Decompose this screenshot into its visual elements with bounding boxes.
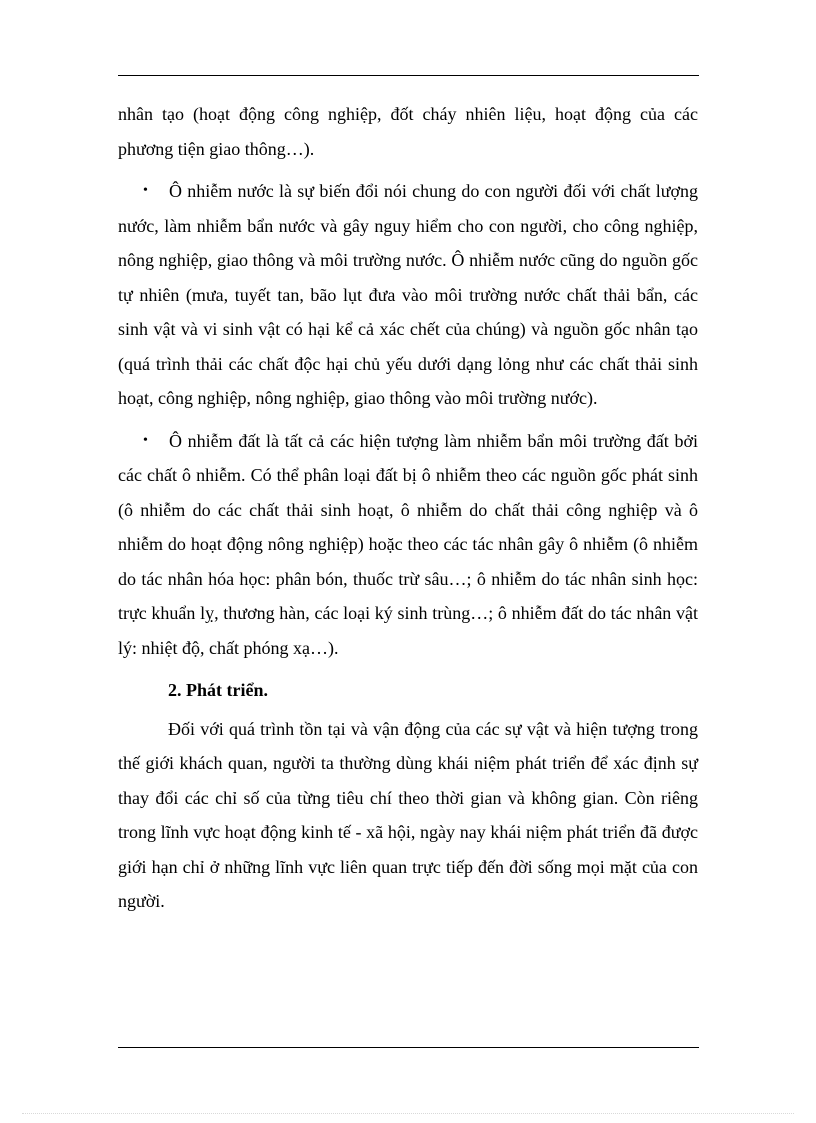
bullet-text: Ô nhiễm nước là sự biến đổi nói chung do con người đối với chất lượng nước, làm nhiễm bẩn nước và gây nguy hiểm cho con người, cho công nghiệp, nông nghiệp, giao thông và môi trường nước. Ô nhiễm nước cũng do nguồn gốc tự nhiên (mưa, tuyết tan, bão lụt đưa vào môi trường nước chất thải bẩn, các sinh vật và vi sinh vật có hại kể cả xác chết của chúng) và nguồn gốc nhân tạo (quá trình thải các chất độc hại chủ yếu dưới dạng lỏng như các chất thải sinh hoạt, công nghiệp, nông nghiệp, giao thông vào môi trường nước).: [118, 181, 698, 408]
bullet-icon: •: [143, 183, 148, 198]
section-heading: 2. Phát triển.: [168, 680, 268, 700]
page-edge-divider: [22, 1113, 794, 1114]
bullet-text: Ô nhiễm đất là tất cả các hiện tượng làm nhiễm bẩn môi trường đất bởi các chất ô nhiễm. Có thể phân loại đất bị ô nhiễm theo các nguồn gốc phát sinh (ô nhiễm do các chất thải sinh hoạt, ô nhiễm do chất thải công nghiệp và ô nhiễm do hoạt động nông nghiệp) hoặc theo các tác nhân gây ô nhiễm (ô nhiễm do tác nhân hóa học: phân bón, thuốc trừ sâu…; ô nhiễm do tác nhân sinh học: trực khuẩn lỵ, thương hàn, các loại ký sinh trùng…; ô nhiễm đất do tác nhân vật lý: nhiệt độ, chất phóng xạ…).: [118, 430, 698, 658]
bullet-item-soil-pollution: [118, 424, 698, 666]
bullet-item-water-pollution: [118, 174, 698, 416]
header-rule: [118, 75, 699, 76]
bullet-icon: •: [143, 432, 148, 448]
section-paragraph: Đối với quá trình tồn tại và vận động của các sự vật và hiện tượng trong thế giới khách quan, người ta thường dùng khái niệm phát triển để xác định sự thay đổi các chỉ số của từng tiêu chí theo thời gian và không gian. Còn riêng trong lĩnh vực hoạt động kinh tế - xã hội, ngày nay khái niệm phát triển đã được giới hạn chỉ ở những lĩnh vực liên quan trực tiếp đến đời sống mọi mặt của con người.: [118, 718, 698, 911]
footer-rule: [118, 1047, 699, 1048]
page-content: [118, 97, 698, 919]
intro-continuation: nhân tạo (hoạt động công nghiệp, đốt cháy nhiên liệu, hoạt động của các phương tiện giao thông…).: [118, 104, 698, 159]
